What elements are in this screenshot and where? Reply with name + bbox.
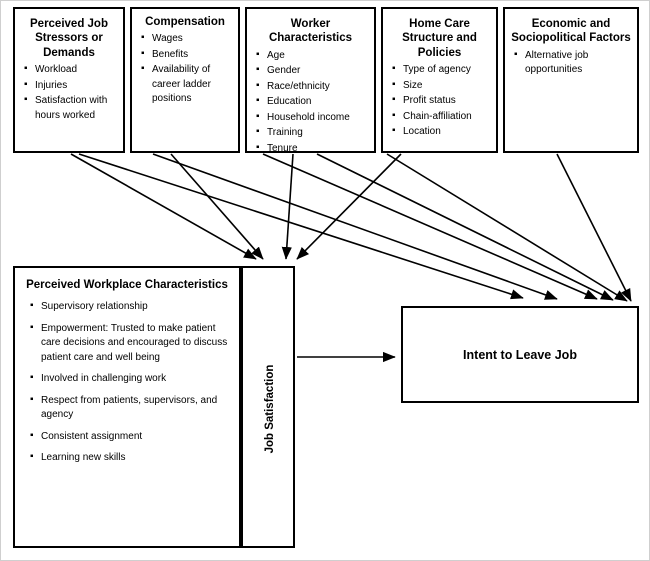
box-perceived-job-stressors bbox=[13, 7, 125, 153]
list-item: ▪ Race/ethnicity bbox=[267, 80, 370, 95]
box-item-list bbox=[383, 63, 496, 140]
list-item: ▪ Workload bbox=[35, 63, 119, 78]
list-item: ▪ Injuries bbox=[35, 79, 119, 94]
list-item: ▪ Respect from patients, supervisors, and agency bbox=[41, 394, 231, 423]
box-item-list bbox=[505, 49, 637, 78]
box-compensation bbox=[130, 7, 240, 153]
box-title: Job Satisfaction bbox=[263, 364, 276, 454]
list-item: ▪ Tenure bbox=[267, 142, 370, 157]
box-item-list bbox=[132, 32, 238, 107]
list-item: ▪ Availability of career ladder positions bbox=[152, 63, 234, 107]
list-item: ▪ Type of agency bbox=[403, 63, 492, 78]
list-item: ▪ Gender bbox=[267, 64, 370, 79]
list-item: ▪ Learning new skills bbox=[41, 451, 231, 466]
arrow-compensation-to-jobsat bbox=[171, 154, 263, 259]
arrow-economic-to-intent bbox=[557, 154, 631, 301]
box-home-care-structure-and-policies bbox=[381, 7, 498, 153]
box-job-satisfaction bbox=[241, 266, 295, 548]
list-item: ▪ Chain-affiliation bbox=[403, 110, 492, 125]
arrow-homecare-to-intent bbox=[387, 154, 627, 301]
list-item: ▪ Alternative job opportunities bbox=[525, 49, 633, 78]
box-worker-characteristics bbox=[245, 7, 376, 153]
arrow-worker-to-intent bbox=[263, 154, 597, 299]
box-title: Perceived Workplace Characteristics bbox=[26, 279, 228, 291]
box-item-list bbox=[15, 300, 239, 466]
box-item-list bbox=[15, 63, 123, 123]
box-title: Compensation bbox=[145, 16, 225, 28]
box-economic-and-sociopolitical-factors bbox=[503, 7, 639, 153]
list-item: ▪ Benefits bbox=[152, 48, 234, 63]
box-intent-to-leave-job bbox=[401, 306, 639, 403]
list-item: ▪ Household income bbox=[267, 111, 370, 126]
box-title: Worker Characteristics bbox=[268, 18, 353, 45]
list-item: ▪ Supervisory relationship bbox=[41, 300, 231, 315]
list-item: ▪ Satisfaction with hours worked bbox=[35, 94, 119, 123]
box-title: Home Care Structure and Policies bbox=[402, 18, 477, 59]
list-item: ▪ Empowerment: Trusted to make patient care decisions and encouraged to discuss patient care and well being bbox=[41, 322, 231, 366]
arrow-stressors-to-jobsat bbox=[71, 154, 256, 259]
list-item: ▪ Training bbox=[267, 126, 370, 141]
list-item: ▪ Education bbox=[267, 95, 370, 110]
list-item: ▪ Age bbox=[267, 49, 370, 64]
box-item-list bbox=[247, 49, 374, 157]
arrow-worker-to-jobsat bbox=[286, 154, 293, 259]
box-title: Economic and Sociopolitical Factors bbox=[511, 18, 631, 45]
list-item: ▪ Wages bbox=[152, 32, 234, 47]
list-item: ▪ Profit status bbox=[403, 94, 492, 109]
list-item: ▪ Involved in challenging work bbox=[41, 372, 231, 387]
list-item: ▪ Size bbox=[403, 79, 492, 94]
box-perceived-workplace-characteristics bbox=[13, 266, 241, 548]
list-item: ▪ Location bbox=[403, 125, 492, 140]
box-title: Perceived Job Stressors or Demands bbox=[30, 18, 108, 59]
list-item: ▪ Consistent assignment bbox=[41, 430, 231, 445]
box-title: Intent to Leave Job bbox=[463, 347, 577, 362]
